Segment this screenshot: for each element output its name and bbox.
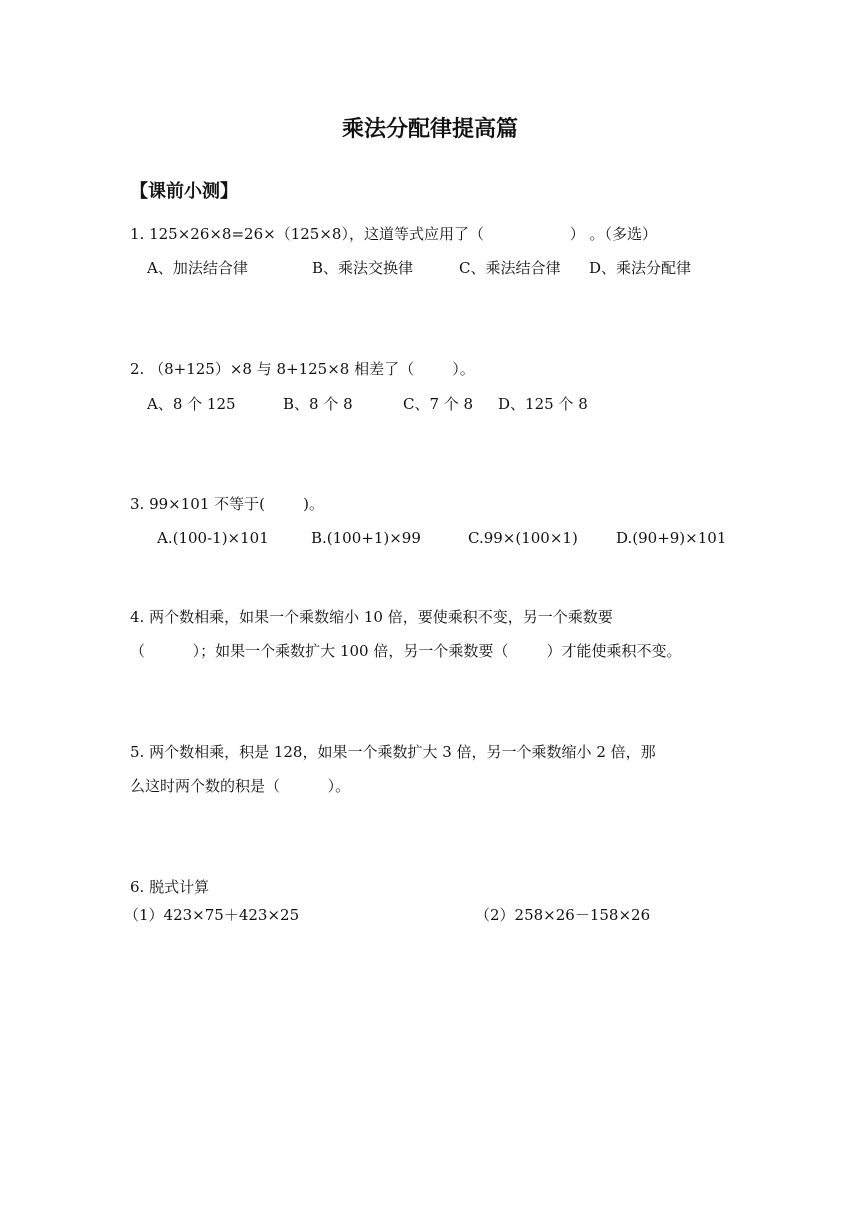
question-3-option-c: C.99×(100×1) [468, 529, 578, 547]
question-1-option-b: B、乘法交换律 [312, 259, 414, 277]
question-3-stem: 3. 99×101 不等于( )。 [130, 495, 324, 513]
question-2-stem: 2. （8+125）×8 与 8+125×8 相差了（ ）。 [130, 360, 475, 378]
question-6-stem: 6. 脱式计算 [130, 878, 210, 896]
question-2-option-c: C、7 个 8 [403, 395, 474, 413]
section-heading: 【课前小测】 [130, 181, 238, 202]
question-6-part-2: （2）258×26－158×26 [475, 906, 651, 924]
question-2-option-b: B、8 个 8 [283, 395, 353, 413]
question-5-line-2: 么这时两个数的积是（ ）。 [130, 777, 351, 795]
question-1-option-d: D、乘法分配律 [589, 259, 692, 277]
question-1-option-c: C、乘法结合律 [459, 259, 561, 277]
question-5-line-1: 5. 两个数相乘，积是 128，如果一个乘数扩大 3 倍，另一个乘数缩小 2 倍，那 [130, 743, 656, 761]
question-3-option-b: B.(100+1)×99 [311, 529, 421, 547]
question-3-option-a: A.(100-1)×101 [157, 529, 269, 547]
question-1-option-a: A、加法结合律 [147, 259, 248, 277]
question-4-line-2: （ ）；如果一个乘数扩大 100 倍，另一个乘数要（ ）才能使乘积不变。 [130, 642, 682, 660]
question-1-stem: 1. 125×26×8=26×（125×8），这道等式应用了（ ） 。（多选） [130, 225, 658, 243]
question-4-line-1: 4. 两个数相乘，如果一个乘数缩小 10 倍，要使乘积不变，另一个乘数要 [130, 608, 613, 626]
question-2-option-d: D、125 个 8 [498, 395, 588, 413]
question-6-part-1: （1）423×75＋423×25 [124, 906, 300, 924]
question-2-option-a: A、8 个 125 [147, 395, 236, 413]
question-3-option-d: D.(90+9)×101 [616, 529, 727, 547]
page-title: 乘法分配律提高篇 [341, 117, 518, 142]
